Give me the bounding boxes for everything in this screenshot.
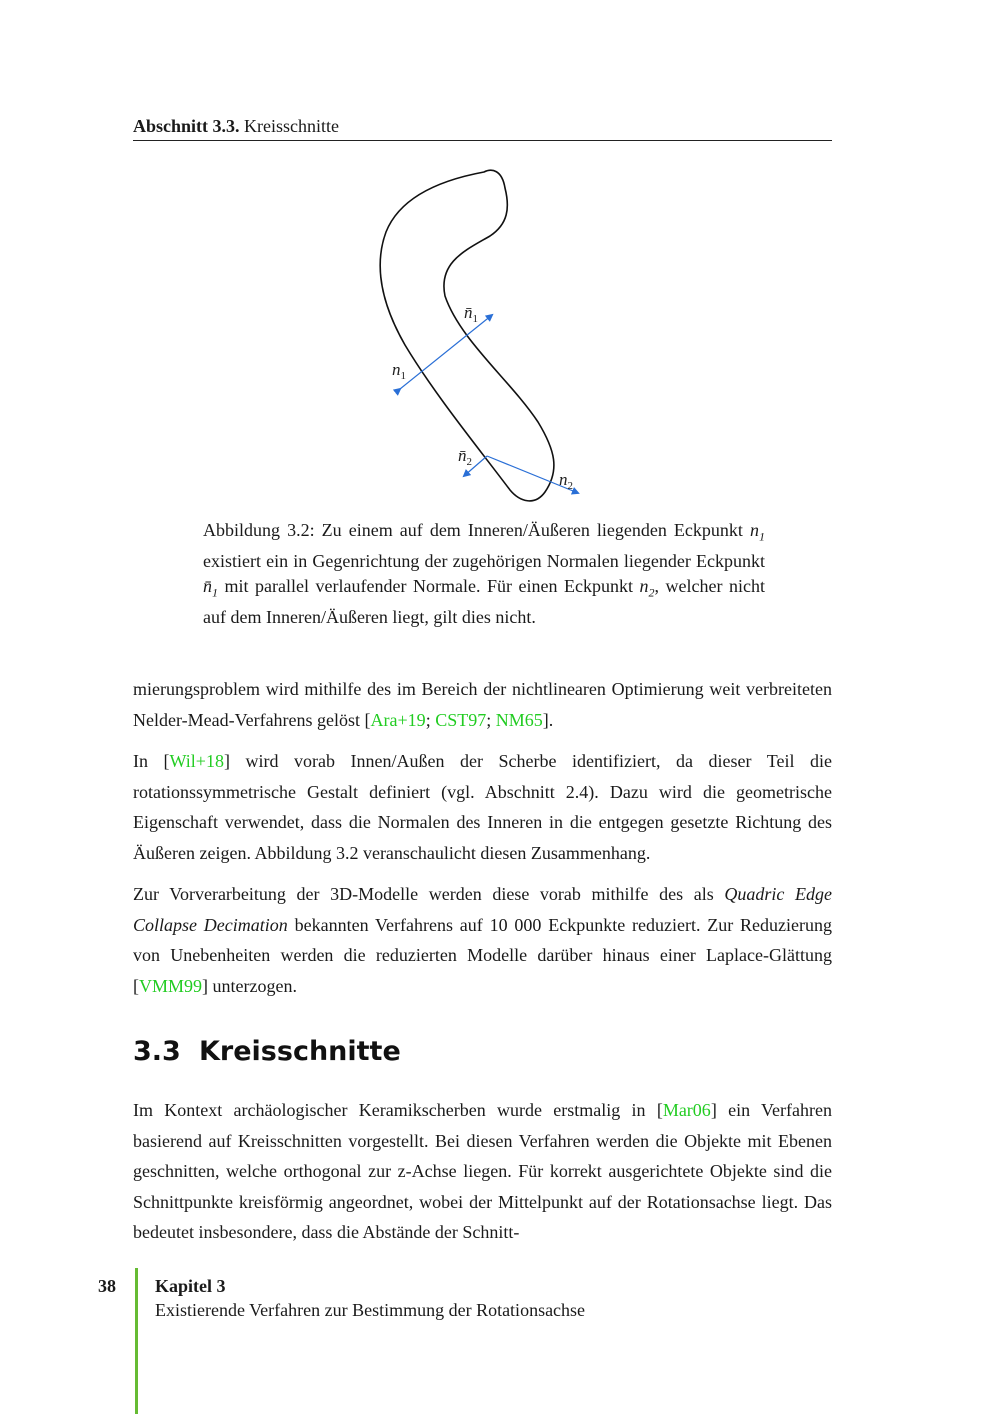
citation-mar06[interactable]: Mar06 [662, 1100, 711, 1120]
citation-wil18[interactable]: Wil+18 [169, 751, 224, 771]
paragraph-3: Zur Vorverarbeitung der 3D-Modelle werden diese vorab mithilfe des als Quadric Edge Collapse Decimation bekannten Verfahrens auf 10 000 Eckpunkte reduziert. Zur Reduzierung von Unebenheiten werden die reduzierten Modelle darüber hinaus einer Laplace-Glättung [VMM99] unterzogen. [133, 884, 833, 996]
footer-chapter: Kapitel 3 [155, 1276, 226, 1296]
page-footer [0, 1268, 1000, 1414]
number-10000: 10 000 [489, 914, 542, 935]
figure-caption [203, 518, 765, 629]
citation-vmm99[interactable]: VMM99 [139, 975, 203, 996]
paragraph-1: mierungsproblem wird mithilfe des im Bereich der nichtlinearen Optimierung weit verbreiteten Nelder-Mead-Verfahrens gelöst [Ara+19; CST97; NM65]. [133, 679, 832, 730]
section-title: Kreisschnitte [199, 1036, 401, 1067]
label-nbar2: $n̄_2$ [458, 446, 472, 468]
running-head-section-label: Abschnitt 3.3. [133, 116, 240, 136]
body-text-lower [133, 1095, 832, 1259]
normal-line-n1 [400, 315, 492, 389]
caption-math-nbar1: $n̄_1$ [203, 575, 218, 600]
body-text-upper [133, 674, 832, 1012]
term-quadric-edge-collapse: Quadric Edge Collapse Decimation [133, 884, 832, 935]
caption-math-n1: $n_1$ [750, 520, 765, 544]
citation-nm65[interactable]: NM65 [495, 709, 543, 730]
caption-text-2: existiert ein in Gegenrichtung der zugehörigen Normalen liegender Eckpunkt [203, 551, 765, 572]
label-n1: $n_1$ [392, 360, 406, 382]
paragraph-4: Im Kontext archäologischer Keramikscherben wurde erstmalig in [Mar06] ein Verfahren basierend auf Kreisschnitten vorgestellt. Bei diesen Verfahren werden die Objekte mit Ebenen geschnitten, welche orthogonal zur z-Achse liegen. Für korrekt ausgerichtete Objekte sind die Schnittpunkte kreisförmig angeordnet, wobei der Mittelpunkt auf der Rotationsachse liegt. Das bedeutet insbesondere, dass die Abstände der Schnitt- [133, 1100, 832, 1242]
caption-prefix: Abbildung 3.2: [203, 520, 315, 540]
page-number: 38 [98, 1276, 116, 1296]
caption-text-4: , welcher nicht auf dem Inneren/Äußeren liegt, gilt dies nicht. [203, 575, 766, 627]
footer-chapter-title: Existierende Verfahren zur Bestimmung der Rotationsachse [155, 1300, 586, 1320]
label-n2: $n_2$ [559, 470, 573, 492]
caption-math-n2: $n_2$ [639, 575, 655, 600]
figure-diagram [370, 160, 600, 510]
section-heading [133, 1036, 401, 1067]
caption-text-1: Zu einem auf dem Inneren/Äußeren liegenden Eckpunkt [314, 520, 750, 540]
footer-rule [135, 1268, 138, 1414]
section-number: 3.3 [133, 1036, 181, 1067]
running-head-section-title: Kreisschnitte [244, 116, 339, 136]
figure-3-2 [370, 160, 600, 510]
caption-text-3: mit parallel verlaufender Normale. Für einen Eckpunkt [218, 575, 640, 596]
citation-ara19[interactable]: Ara+19 [370, 709, 426, 730]
running-head [133, 116, 832, 141]
citation-cst97[interactable]: CST97 [435, 709, 487, 730]
paragraph-2: In [Wil+18] wird vorab Innen/Außen der Scherbe identifiziert, da dieser Teil die rotationssymmetrische Gestalt definiert (vgl. Abschnitt 2.4). Dazu wird die geometrische Eigenschaft verwendet, dass die Normalen des Inneren in die entgegen gesetzte Richtung des Äußeren zeigen. Abbildung 3.2 veranschaulicht diesen Zusammenhang. [133, 751, 832, 863]
label-nbar1: $n̄_1$ [464, 303, 478, 325]
